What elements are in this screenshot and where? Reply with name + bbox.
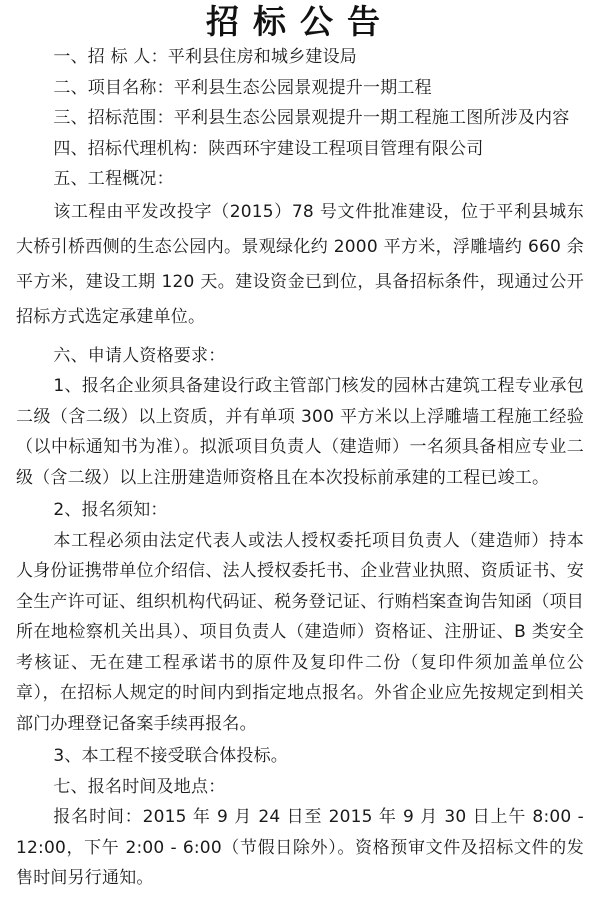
registration-notice-body: 本工程必须由法定代表人或法人授权委托项目负责人（建造师）持本人身份证携带单位介绍信、法人授权委托书、企业营业执照、资质证书、安全生产许可证、组织机构代码证、税务登记证、行贿档案查询告知函（项目所在地检察机关出具）、项目负责人（建造师）资格证、注册证、B 类安全考核证、无在建工程承诺书的原件及复印件二份（复印件须加盖单位公章），在招标人规定的时间内到指定地点报名。外省企业应先按规定到相关部门办理登记备案手续再报名。 — [16, 530, 584, 734]
section-tenderer: 一、招 标 人：平利县住房和城乡建设局 — [53, 47, 357, 67]
qualification-item-2-heading: 2、报名须知： — [53, 500, 168, 520]
document-title: 招标公告 — [206, 2, 394, 41]
section-overview-body: 该工程由平发改投字（2015）78 号文件批准建设，位于平利县城东大桥引桥西侧的生态公园内。景观绿化约 2000 平方米，浮雕墙约 660 余平方米，建设工期 120 天。建设资金已到位，具备招标条件，现通过公开招标方式选定承建单位。 — [16, 201, 584, 327]
section-overview-heading: 五、工程概况： — [53, 169, 174, 189]
section-tender-scope: 三、招标范围：平利县生态公园景观提升一期工程施工图所涉及内容 — [53, 108, 570, 128]
section-registration-heading: 七、报名时间及地点： — [53, 776, 226, 797]
registration-time-body: 报名时间：2015 年 9 月 24 日至 2015 年 9 月 30 日上午 8:00 - 12:00，下午 2:00 - 6:00（节假日除外）。资格预审文件及招标文件的发售时间另行通知。 — [16, 807, 584, 888]
section-tender-agency: 四、招标代理机构：陕西环宇建设工程项目管理有限公司 — [53, 138, 484, 159]
section-qualification-heading: 六、申请人资格要求： — [53, 345, 226, 366]
qualification-item-3: 3、本工程不接受联合体投标。 — [53, 746, 289, 766]
section-project-name: 二、项目名称：平利县生态公园景观提升一期工程 — [53, 77, 432, 98]
qualification-item-1: 1、报名企业须具备建设行政主管部门核发的园林古建筑工程专业承包二级（含二级）以上资质，并有单项 300 平方米以上浮雕墙工程施工经验（以中标通知书为准）。拟派项目负责人（建造师）一名须具备相应专业二级（含二级）以上注册建造师资格且在本次投标前承建的工程已竣工。 — [16, 376, 584, 488]
